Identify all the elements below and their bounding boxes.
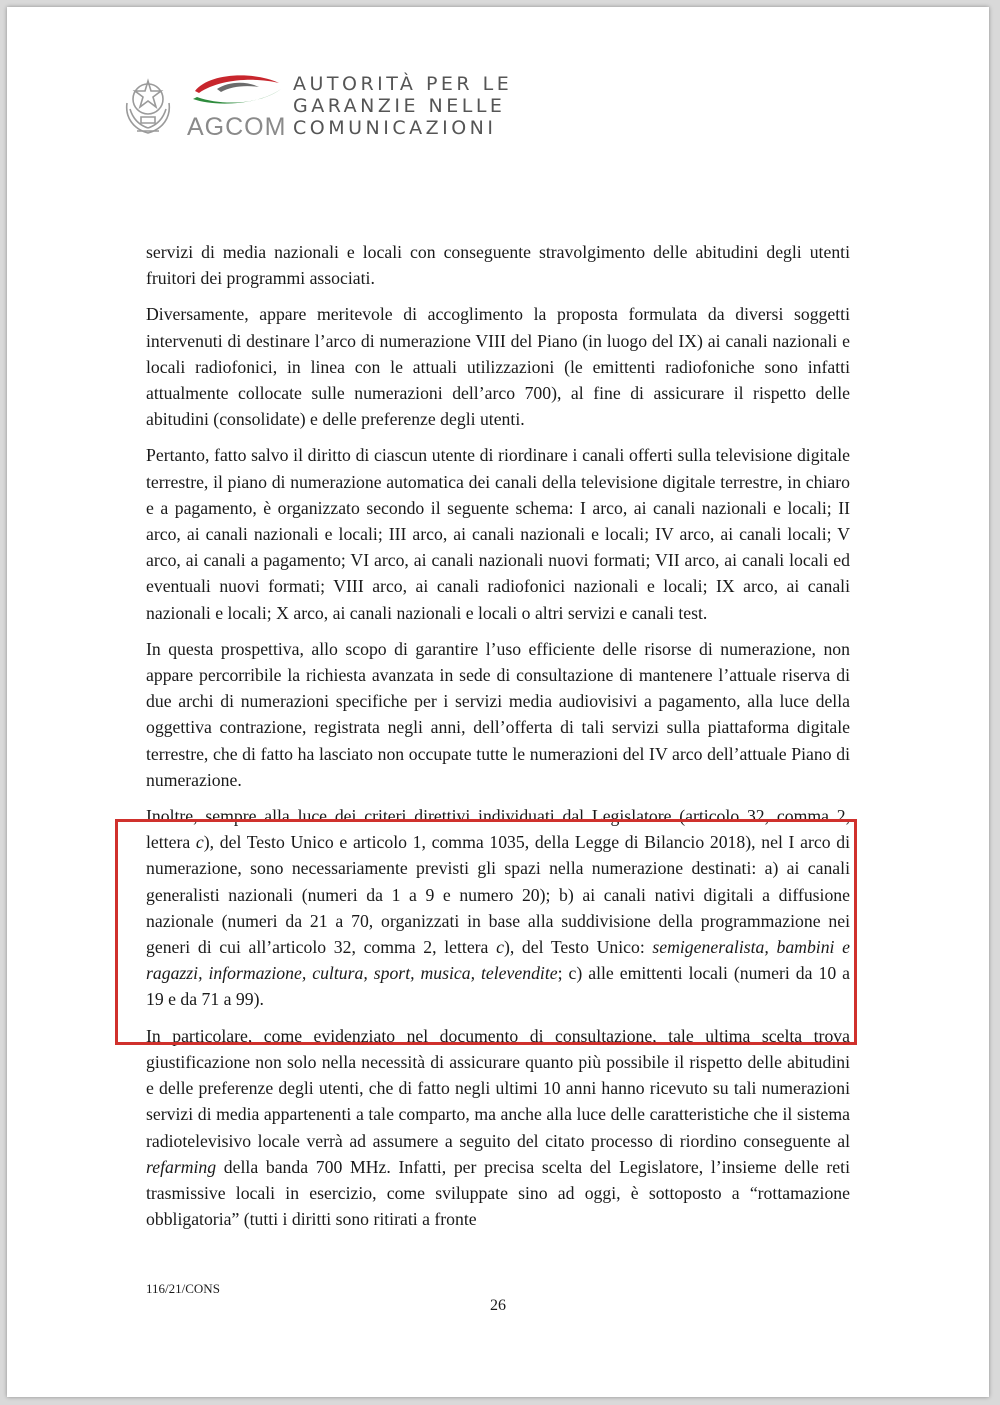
paragraph-1: servizi di media nazionali e locali con conseguente stravolgimento delle abitudini degli utenti fruitori dei programmi associati. [146,242,850,289]
document-code: 116/21/CONS [146,1281,220,1296]
agcom-header [119,69,539,149]
authority-line-3: COMUNICAZIONI [293,117,497,139]
agcom-logo-text: AGCOM [187,113,287,141]
paragraph-5-highlighted: Inoltre, sempre alla luce dei criteri direttivi individuati dal Legislatore (articolo 32, comma 2, lettera c), del Testo Unico e articolo 1, comma 1035, della Legge di Bilancio 2018), nel I arco di numerazione, sono necessariamente previsti gli spazi nella numerazione destinati: a) ai canali generalisti nazionali (numeri da 1 a 9 e numero 20); b) ai canali nativi digitali a diffusione nazionale (numeri da 21 a 70, organizzati in base alla suddivisione della programmazione nei generi di cui all’articolo 32, comma 2, lettera c), del Testo Unico: semigeneralista, bambini e ragazzi, informazione, cultura, sport, musica, televendite; c) alle emittenti locali (numeri da 10 a 19 e da 71 a 99). [146,806,851,1010]
paragraph-2: Diversamente, appare meritevole di accoglimento la proposta formulata da diversi soggetti intervenuti di destinare l’arco di numerazione VIII del Piano (in luogo del IX) ai canali nazionali e locali radiofonici, in linea con le attuali utilizzazioni (le emittenti radiofoniche sono infatti attualmente collocate sulle numerazioni dell’arco 700), al fine di assicurare il rispetto delle abitudini (consolidate) e delle preferenze degli utenti. [146,304,850,430]
document-body [146,239,850,1242]
highlight-box [115,819,857,1045]
italian-republic-emblem-icon [119,73,177,139]
document-page [7,7,989,1397]
authority-name [293,73,512,139]
paragraph-3: Pertanto, fatto salvo il diritto di ciascun utente di riordinare i canali offerti sulla televisione digitale terrestre, il piano di numerazione automatica dei canali della televisione digitale terrestre, in chiaro e a pagamento, è organizzato secondo il seguente schema: I arco, ai canali nazionali e locali; II arco, ai canali nazionali e locali; III arco, ai canali nazionali e locali; IV arco, ai canali locali; V arco, ai canali a pagamento; VI arco, ai canali nazionali nuovi formati; VII arco, ai canali locali ed eventuali nuovi formati; VIII arco, ai canali radiofonici nazionali e locali; IX arco, ai canali nazionali e locali; X arco, ai canali nazionali e locali o altri servizi e canali test. [146,445,850,623]
page-number: 26 [490,1297,506,1314]
authority-line-1: AUTORITÀ PER LE [293,73,513,95]
agcom-swoosh-logo-icon [189,69,283,109]
paragraph-6: In particolare, come evidenziato nel documento di consultazione, tale ultima scelta trova giustificazione non solo nella necessità di assicurare quanto più possibile il rispetto delle abitudini e delle preferenze degli utenti, che di fatto negli ultimi 10 anni hanno ricevuto su tali numerazioni servizi di media appartenenti a tale comparto, ma anche alla luce delle caratteristiche che il sistema radiotelevisivo locale verrà ad assumere a seguito del citato processo di riordino conseguente al refarming della banda 700 MHz. Infatti, per precisa scelta del Legislatore, l’insieme delle reti trasmissive locali in esercizio, come sviluppate sino ad oggi, è sottoposto a “rottamazione obbligatoria” (tutti i diritti sono ritirati a fronte [146,1025,850,1230]
authority-line-2: GARANZIE NELLE [293,95,506,117]
paragraph-4: In questa prospettiva, allo scopo di garantire l’uso efficiente delle risorse di numerazione, non appare percorribile la richiesta avanzata in sede di consultazione di mantenere l’attuale riserva di due archi di numerazioni specifiche per i servizi media audiovisivi a pagamento, alla luce della oggettiva contrazione, registrata negli anni, dell’offerta di tali servizi sulla piattaforma digitale terrestre, che di fatto ha lasciato non occupate tutte le numerazioni del IV arco dell’attuale Piano di numerazione. [146,638,850,790]
